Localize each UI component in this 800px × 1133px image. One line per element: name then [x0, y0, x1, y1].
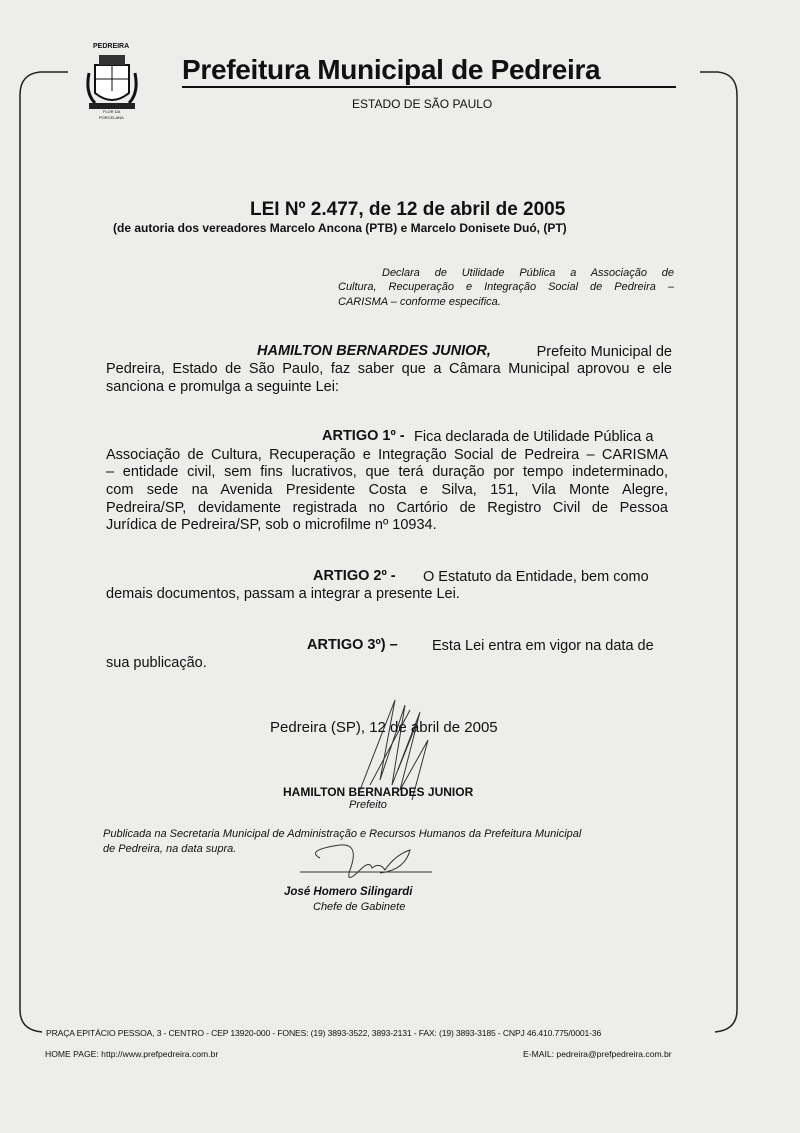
- article-1-label: ARTIGO 1º -: [322, 428, 405, 444]
- article-2-text: O Estatuto da Entidade, bem como: [423, 569, 649, 585]
- article-1-text: Associação de Cultura, Recuperação e Integração Social de Pedreira – CARISMA: [106, 447, 668, 463]
- article-1-text: Fica declarada de Utilidade Pública a: [414, 429, 654, 445]
- place-date: Pedreira (SP), 12 de abril de 2005: [270, 719, 498, 736]
- footer-homepage: HOME PAGE: http://www.prefpedreira.com.br: [45, 1049, 219, 1059]
- letterhead-title: Prefeitura Municipal de Pedreira: [182, 54, 601, 85]
- article-1-text: com sede na Avenida Presidente Costa e Silva, 151, Vila Monte Alegre,: [106, 482, 668, 498]
- second-signer-name: José Homero Silingardi: [284, 886, 413, 898]
- preamble-text: Pedreira, Estado de São Paulo, faz saber que a Câmara Municipal aprovou e ele: [106, 361, 672, 377]
- article-1-text: – entidade civil, sem fins lucrativos, que terá duração por tempo indeterminado,: [106, 464, 668, 480]
- signer-name: HAMILTON BERNARDES JUNIOR: [283, 785, 474, 799]
- publication-note: Publicada na Secretaria Municipal de Administração e Recursos Humanos da Prefeitura Municipal: [103, 828, 582, 840]
- letterhead-subtitle: ESTADO DE SÃO PAULO: [352, 97, 493, 111]
- summary-line: Declara de Utilidade Pública a Associação de: [382, 267, 674, 279]
- article-1-text: Pedreira/SP, devidamente registrada no Cartório de Registro Civil de Pessoa: [106, 500, 668, 516]
- law-title: LEI Nº 2.477, de 12 de abril de 2005: [250, 199, 566, 220]
- article-3-label: ARTIGO 3º) –: [307, 637, 398, 653]
- summary-line: CARISMA – conforme especifica.: [338, 296, 501, 308]
- summary-line: Cultura, Recuperação e Integração Social de Pedreira –: [338, 281, 674, 293]
- crest-logo: PEDREIRA FLOR DA PORCELANA: [83, 43, 141, 123]
- signer-role: Prefeito: [349, 799, 387, 811]
- mayor-name-preamble: HAMILTON BERNARDES JUNIOR,: [257, 343, 491, 359]
- footer-email: E-MAIL: pedreira@prefpedreira.com.br: [523, 1049, 672, 1059]
- chief-signature: [300, 845, 432, 878]
- publication-note: de Pedreira, na data supra.: [103, 843, 237, 855]
- law-authors: (de autoria dos vereadores Marcelo Ancona (PTB) e Marcelo Donisete Duó, (PT): [113, 221, 567, 235]
- article-2-label: ARTIGO 2º -: [313, 568, 396, 584]
- article-3-text: Esta Lei entra em vigor na data de: [432, 638, 654, 654]
- article-3-text: sua publicação.: [106, 655, 207, 671]
- article-1-text: Jurídica de Pedreira/SP, sob o microfilme nº 10934.: [106, 517, 437, 533]
- preamble-text: sanciona e promulga a seguinte Lei:: [106, 379, 339, 395]
- preamble-text: Prefeito Municipal de: [536, 344, 672, 360]
- second-signer-role: Chefe de Gabinete: [313, 901, 406, 913]
- footer-address: PRAÇA EPITÁCIO PESSOA, 3 - CENTRO - CEP 13920-000 - FONES: (19) 3893-3522, 3893-2131 - FAX: (19) 3893-3185 - CNPJ 46.410.775/0001-36: [46, 1028, 602, 1038]
- article-2-text: demais documentos, passam a integrar a presente Lei.: [106, 586, 460, 602]
